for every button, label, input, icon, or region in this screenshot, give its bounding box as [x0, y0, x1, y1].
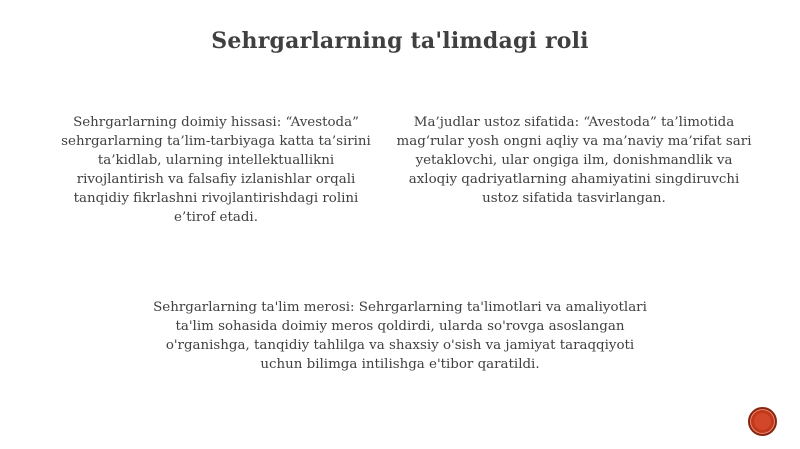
next-slide-button[interactable] — [748, 407, 777, 436]
paragraph-right: Ma’judlar ustoz sifatida: “Avestoda” ta’limotida mag‘rular yosh ongni aqliy va ma’naviy ma’rifat sari yetaklovchi, ular ongiga ilm, donishmandlik va axloqiy qadriyatlarning ahamiyatini singdiruvchi ustoz sifatida tasvirlangan. — [396, 115, 752, 206]
paragraph-bottom: Sehrgarlarning ta'lim merosi: Sehrgarlarning ta'limotlari va amaliyotlari ta'lim sohasida doimiy meros qoldirdi, ularda so'rovga asoslangan o'rganishga, tanqidiy tahlilga va shaxsiy o'sish va jamiyat taraqqiyoti uchun bilimga intilishga e'tibor qaratildi. — [153, 300, 647, 372]
red-circle-button-icon — [754, 413, 771, 430]
paragraph-left: Sehrgarlarning doimiy hissasi: “Avestoda” sehrgarlarning ta’lim-tarbiyaga katta ta’sirini ta’kidlab, ularning intellektuallikni rivojlantirish va falsafiy izlanishlar orqali tanqidiy fikrlashni rivojlantirishdagi rolini e’tirof etadi. — [61, 115, 371, 225]
slide-title: Sehrgarlarning ta'limdagi roli — [211, 28, 589, 54]
